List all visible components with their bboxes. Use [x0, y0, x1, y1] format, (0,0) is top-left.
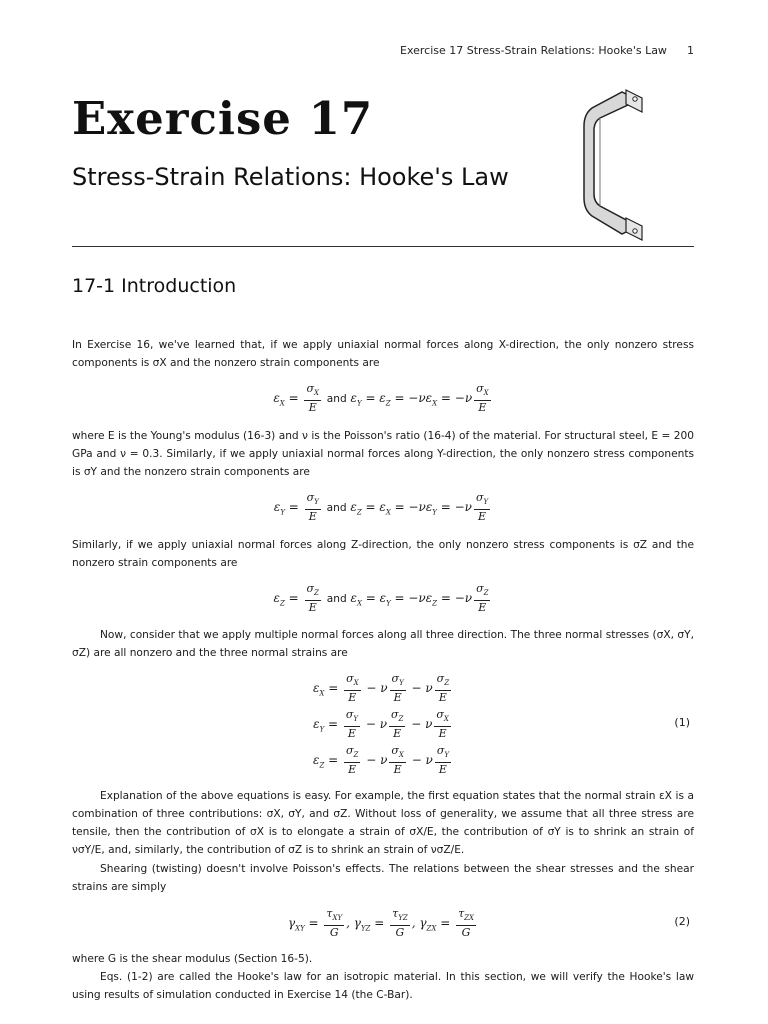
- paragraph-6: Shearing (twisting) doesn't involve Poisson's effects. The relations between the shear stresses and the shear strains are simply: [72, 863, 694, 893]
- paragraph-8: Eqs. (1-2) are called the Hooke's law for an isotropic material. In this section, we will verify the Hooke's law using results of simulation conducted in Exercise 14 (the C-Bar).: [72, 971, 694, 1001]
- equation-1-row-y: $\varepsilon_Y$ = $\frac{\sigma_Y}{E}$ − ν $\frac{\sigma_Z}{E}$ − ν $\frac{\sigma_X}{E}$ (1): [313, 708, 690, 741]
- c-bar-icon: [578, 86, 658, 244]
- paragraph-7: where G is the shear modulus (Section 16-5).: [72, 953, 313, 965]
- section-heading: 17-1 Introduction: [72, 275, 237, 297]
- equation-1-row-z: $\varepsilon_Z$ = $\frac{\sigma_Z}{E}$ − ν $\frac{\sigma_X}{E}$ − ν $\frac{\sigma_Y}{E}$: [312, 744, 449, 777]
- exercise-subtitle: Stress-Strain Relations: Hooke's Law: [72, 163, 509, 191]
- equation-y-strain: $\varepsilon_Y$ = $\frac{\sigma_Y}{E}$ and $\varepsilon_Z = \varepsilon_X = -\nu\varepsilon_Y = -\nu$ $\frac{\sigma_Y}{E}$: [273, 491, 489, 524]
- paragraph-5: Explanation of the above equations is easy. For example, the first equation states that the normal strain εX is a combination of three contributions: σX, σY, and σZ. Without loss of generality, we assume that all three stress are tensile, then the contribution of σX is to elongate a strain of σX/E, the contribution of σY is to shrink an strain of νσY/E, and, similarly, the contribution of σZ is to shrink an strain of νσZ/E.: [72, 790, 694, 856]
- equation-2: $\gamma_{XY}$ = $\frac{\tau_{XY}}{G}$ , $\gamma_{YZ}$ = $\frac{\tau_{YZ}}{G}$ , $\gamma_{ZX}$ = $\frac{\tau_{ZX}}{G}$ (2): [287, 907, 690, 940]
- equation-1-number: (1): [674, 716, 690, 729]
- paragraph-2: where E is the Young's modulus (16-3) and ν is the Poisson's ratio (16-4) of the material. For structural steel, E = 200 GPa and ν = 0.3. Similarly, if we apply uniaxial normal forces along Y-direction, the only nonzero stress components is σY and the nonzero strain components are: [72, 430, 694, 478]
- running-title: Exercise 17 Stress-Strain Relations: Hooke's Law: [400, 44, 667, 57]
- exercise-title: Exercise 17: [72, 92, 374, 145]
- title-divider: [72, 246, 694, 247]
- paragraph-4: Now, consider that we apply multiple normal forces along all three direction. The three normal stresses (σX, σY, σZ) are all nonzero and the three normal strains are: [72, 629, 694, 659]
- paragraph-1: In Exercise 16, we've learned that, if we apply uniaxial normal forces along X-direction, the only nonzero stress components is σX and the nonzero strain components are: [72, 339, 694, 369]
- paragraph-3: Similarly, if we apply uniaxial normal forces along Z-direction, the only nonzero stress components is σZ and the nonzero strain components are: [72, 539, 694, 569]
- running-header: [400, 44, 700, 57]
- equation-2-number: (2): [674, 915, 690, 928]
- equation-x-strain: $\varepsilon_X$ = $\frac{\sigma_X}{E}$ and $\varepsilon_Y = \varepsilon_Z = -\nu\varepsilon_X = -\nu$ $\frac{\sigma_X}{E}$: [273, 382, 489, 415]
- equation-z-strain: $\varepsilon_Z$ = $\frac{\sigma_Z}{E}$ and $\varepsilon_X = \varepsilon_Y = -\nu\varepsilon_Z = -\nu$ $\frac{\sigma_Z}{E}$: [273, 582, 489, 615]
- equation-1-row-x: $\varepsilon_X$ = $\frac{\sigma_X}{E}$ − ν $\frac{\sigma_Y}{E}$ − ν $\frac{\sigma_Z}{E}$: [312, 672, 450, 705]
- page-number: 1: [687, 44, 694, 57]
